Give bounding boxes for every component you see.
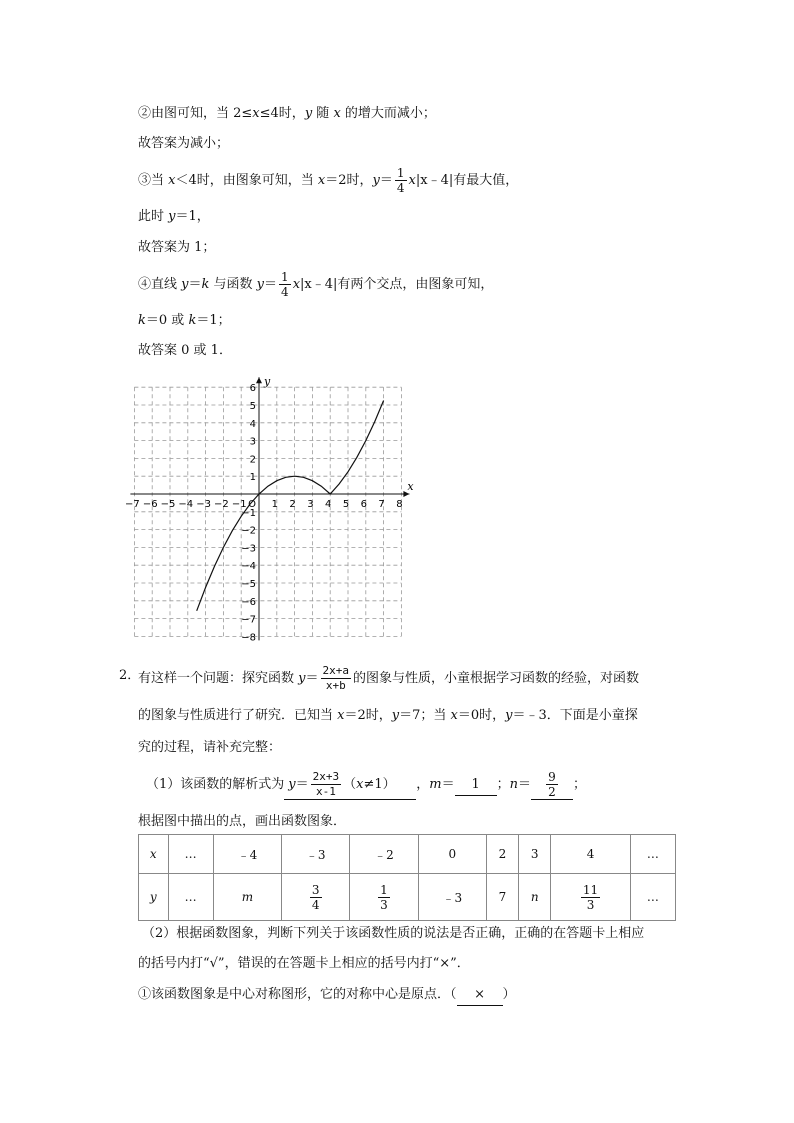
part-2-line-2: 的括号内打“√”，错误的在答题卡上相应的括号内打“×”．: [138, 956, 470, 971]
y-tick-label: −8: [241, 632, 256, 644]
y-tick-label: −6: [241, 596, 256, 608]
var-n: n: [509, 777, 518, 792]
x-tick-label: −2: [214, 499, 229, 510]
text: 有这样一个问题：探究函数: [138, 671, 299, 686]
question-number: 2．: [119, 668, 141, 683]
table-cell: x: [139, 835, 169, 874]
denominator: 4: [311, 897, 320, 912]
var-x: x: [292, 277, 301, 292]
text: ≤4时，: [259, 106, 305, 121]
y-tick-label: −2: [241, 525, 256, 537]
table-row-x: [139, 835, 676, 874]
text: 的图象与性质，小童根据学习函数的经验，对函数: [353, 671, 640, 686]
text: （1）该函数的解析式为: [146, 777, 285, 792]
fraction: [279, 270, 291, 299]
grid: [134, 387, 401, 636]
table-cell: n: [519, 874, 551, 921]
x-tick-label: −7: [125, 499, 140, 510]
y-axis-arrow: [256, 377, 262, 383]
fraction: [581, 883, 600, 912]
table-cell: m: [213, 874, 281, 921]
x-tick-label: 8: [396, 499, 403, 510]
x-tick-label: −3: [196, 499, 211, 510]
y-tick-label: −7: [241, 614, 256, 626]
x-tick-label: −5: [160, 499, 176, 510]
part-2-item-1: [138, 985, 516, 1006]
x-tick-label: O: [248, 499, 256, 510]
text: ＝: [188, 277, 202, 292]
table-cell: 4: [551, 835, 630, 874]
x-tick-label: 1: [271, 499, 278, 510]
table-cell: …: [630, 835, 675, 874]
y-tick-label: −4: [241, 561, 256, 573]
numerator: 3: [311, 882, 320, 897]
line-8: 故答案 0 或 1．: [138, 343, 232, 358]
var-k: k: [188, 313, 197, 328]
y-tick-label: 1: [249, 472, 256, 484]
y-tick-label: −3: [241, 543, 256, 555]
numerator: 9: [548, 770, 556, 784]
var-x: x: [356, 777, 364, 792]
text: ＝: [305, 671, 319, 686]
var-k: k: [138, 313, 146, 328]
x-axis-label: x: [407, 480, 414, 493]
x-tick-label: 5: [342, 499, 350, 510]
var-y: y: [168, 209, 176, 224]
text: ；: [572, 777, 586, 792]
text: ④直线: [138, 277, 182, 292]
y-tick-label: 5: [249, 401, 256, 412]
table-cell: ﹣4: [213, 835, 281, 874]
var-y: y: [372, 173, 380, 188]
var-x: x: [408, 173, 416, 188]
var-y: y: [298, 671, 306, 686]
text: ＝0时，: [457, 708, 506, 723]
line-2: 故答案为减小；: [138, 136, 230, 151]
table-cell: ﹣3: [418, 874, 486, 921]
question-line-3: 究的过程，请补充完整：: [138, 740, 282, 755]
denominator: 2: [548, 785, 556, 799]
table-cell: 7: [486, 874, 518, 921]
x-tick-label: 3: [307, 499, 314, 510]
x-tick-label: −1: [231, 499, 247, 510]
text: ）: [502, 987, 516, 1002]
text: ②由图可知，当 2≤: [138, 106, 253, 121]
text: ＝: [295, 777, 309, 792]
line-6: [138, 270, 493, 299]
x-tick-label: 7: [378, 499, 385, 510]
y-tick-label: 3: [249, 436, 256, 448]
text: 随: [312, 106, 334, 121]
answer-blank-expression: [284, 770, 416, 800]
table-cell: [282, 874, 350, 921]
table-cell: ﹣3: [282, 835, 350, 874]
text: ＝: [441, 777, 455, 792]
denominator: x+b: [325, 679, 346, 692]
table-cell: y: [139, 874, 169, 921]
table-cell: [551, 874, 630, 921]
text: 与函数: [209, 277, 257, 292]
table-cell: ﹣2: [350, 835, 418, 874]
line-3: [138, 166, 518, 195]
denominator: x-1: [315, 785, 336, 798]
table-cell: [350, 874, 418, 921]
answer-blank-m: 1: [455, 775, 497, 796]
part-2-line-1: （2）根据函数图象，判断下列关于该函数性质的说法是否正确，正确的在答题卡上相应: [142, 926, 645, 941]
text: ＝: [517, 777, 531, 792]
text: ③当: [138, 173, 169, 188]
text: |x﹣4|有两个交点，由图象可知，: [300, 277, 494, 292]
var-y: y: [288, 777, 296, 792]
text: （: [343, 777, 357, 792]
numerator: 11: [582, 882, 599, 897]
fraction: [378, 883, 390, 912]
text: ≠1）: [363, 777, 396, 792]
line-7: [138, 311, 231, 331]
text: 的增大而减小；: [340, 106, 436, 121]
numerator: 1: [281, 270, 289, 284]
text: ＝7；当: [399, 708, 451, 723]
text: ＝: [379, 173, 393, 188]
table-cell: …: [168, 874, 213, 921]
denominator: 4: [396, 181, 405, 195]
fraction: [546, 770, 558, 799]
numerator: 1: [396, 166, 405, 180]
text: 的图象与性质进行了研究．已知当: [138, 708, 338, 723]
y-tick-label: 4: [249, 418, 256, 430]
var-x: x: [337, 708, 345, 723]
y-tick-label: 6: [249, 383, 256, 395]
question-line-2: [138, 706, 638, 726]
table-cell: 0: [418, 835, 486, 874]
numerator: 2x+a: [322, 664, 350, 677]
text: ＝1，: [175, 209, 210, 224]
text: ；: [496, 777, 510, 792]
y-axis-label: y: [264, 375, 271, 389]
denominator: 3: [380, 897, 388, 912]
part-1-line: [146, 770, 586, 800]
var-x: x: [168, 173, 176, 188]
table-row-y: [139, 874, 676, 921]
x-tick-label: 2: [289, 499, 296, 510]
y-tick-label: −5: [241, 579, 256, 590]
x-tick-label: 6: [360, 499, 367, 510]
text: ＝2时，: [344, 708, 392, 723]
text: |x﹣4|有最大值，: [415, 173, 519, 188]
text: ＜4时，由图象可知，当: [175, 173, 318, 188]
var-y: y: [505, 708, 513, 723]
text: ＝2时，: [325, 173, 373, 188]
table-cell: …: [630, 874, 675, 921]
var-y: y: [181, 277, 189, 292]
question-line-1: [138, 664, 639, 693]
table-cell: 3: [519, 835, 551, 874]
line-4: [138, 207, 210, 227]
answer-blank-n: [531, 770, 573, 800]
x-tick-label: −6: [142, 499, 158, 510]
text: ＝0 或: [145, 313, 189, 328]
line-5: 故答案为 1；: [138, 240, 216, 255]
var-y: y: [256, 277, 265, 292]
text: ＝﹣3．下面是小童探: [512, 708, 638, 723]
var-x: x: [450, 708, 458, 723]
y-tick-label: −1: [241, 507, 256, 519]
value-table: [138, 834, 676, 921]
denominator: 3: [586, 897, 595, 912]
var-x: x: [252, 106, 260, 121]
line-1: [138, 104, 436, 124]
fraction: [310, 883, 322, 912]
text: ＝1；: [196, 313, 231, 328]
var-x: x: [317, 173, 326, 188]
x-tick-label: 4: [325, 499, 332, 510]
text: ，: [416, 777, 430, 792]
answer-blank-judgement: ×: [457, 985, 503, 1006]
numerator: 2x+3: [312, 770, 340, 783]
var-m: m: [429, 777, 442, 792]
var-y: y: [391, 708, 400, 723]
fraction: [321, 664, 352, 693]
fraction: [395, 166, 407, 195]
numerator: 1: [380, 882, 388, 897]
table-cell: 2: [486, 835, 518, 874]
part-1-instruction: 根据图中描出的点，画出函数图象．: [138, 814, 347, 829]
var-x: x: [333, 106, 341, 121]
function-graph: [125, 375, 428, 649]
text: ①该函数图象是中心对称图形，它的对称中心是原点．（: [138, 987, 457, 1002]
var-k: k: [201, 277, 210, 292]
denominator: 4: [281, 285, 289, 299]
tick-labels: [125, 383, 403, 643]
text: 此时: [138, 209, 169, 224]
x-tick-label: −4: [178, 499, 194, 510]
var-y: y: [304, 106, 313, 121]
table-cell: …: [168, 835, 213, 874]
fraction: [311, 770, 342, 799]
text: ＝: [264, 277, 278, 292]
y-tick-label: 2: [249, 454, 256, 466]
